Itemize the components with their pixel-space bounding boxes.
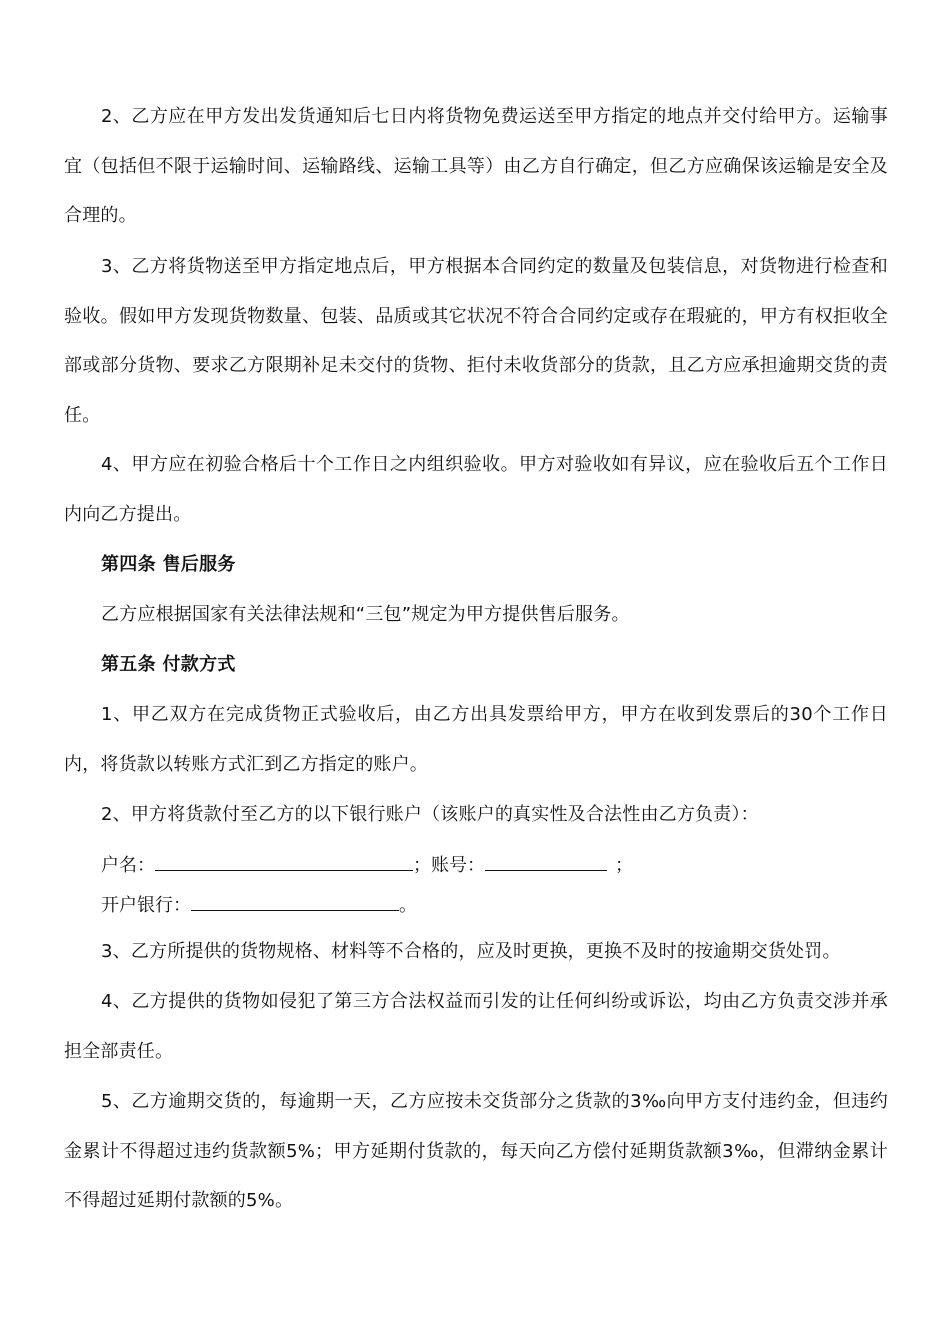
clause3-paragraph-4: 4、甲方应在初验合格后十个工作日之内组织验收。甲方对验收如有异议，应在验收后五个工作日内向乙方提出。 bbox=[64, 454, 888, 525]
account-separator: ； bbox=[413, 855, 431, 876]
account-number-blank bbox=[485, 850, 607, 871]
account-number-end: ； bbox=[615, 855, 633, 876]
clause5-paragraph-1: 1、甲乙双方在完成货物正式验收后，由乙方出具发票给甲方，甲方在收到发票后的30个工作日内，将货款以转账方式汇到乙方指定的账户。 bbox=[64, 704, 888, 775]
bank-end: 。 bbox=[399, 895, 417, 916]
clause3-paragraph-3: 3、乙方将货物送至甲方指定地点后，甲方根据本合同约定的数量及包装信息，对货物进行检查和验收。假如甲方发现货物数量、包装、品质或其它状况不符合合同约定或存在瑕疵的，甲方有权拒收全部或部分货物、要求乙方限期补足未交付的货物、拒付未收货部分的货款，且乙方应承担逾期交货的责任。 bbox=[64, 256, 888, 426]
account-name-blank bbox=[155, 850, 413, 871]
clause4-heading: 第四条 售后服务 bbox=[101, 554, 236, 575]
clause5-paragraph-3: 3、乙方所提供的货物规格、材料等不合格的，应及时更换，更换不及时的按逾期交货处罚。 bbox=[101, 941, 841, 962]
bank-label: 开户银行： bbox=[101, 895, 191, 916]
account-info-row bbox=[101, 850, 633, 878]
account-number-label: 账号： bbox=[431, 855, 485, 876]
clause4-body: 乙方应根据国家有关法律法规和“三包”规定为甲方提供售后服务。 bbox=[101, 604, 630, 625]
bank-name-blank bbox=[191, 890, 399, 911]
bank-info-row bbox=[101, 890, 417, 918]
clause5-paragraph-4: 4、乙方提供的货物如侵犯了第三方合法权益而引发的让任何纠纷或诉讼，均由乙方负责交涉并承担全部责任。 bbox=[64, 991, 888, 1062]
clause3-paragraph-2: 2、乙方应在甲方发出发货通知后七日内将货物免费运送至甲方指定的地点并交付给甲方。运输事宜（包括但不限于运输时间、运输路线、运输工具等）由乙方自行确定，但乙方应确保该运输是安全及合理的。 bbox=[64, 106, 888, 226]
clause5-paragraph-2: 2、甲方将货款付至乙方的以下银行账户（该账户的真实性及合法性由乙方负责）： bbox=[101, 804, 759, 825]
clause5-heading: 第五条 付款方式 bbox=[101, 654, 236, 675]
account-name-label: 户名： bbox=[101, 855, 155, 876]
clause5-paragraph-5: 5、乙方逾期交货的，每逾期一天，乙方应按未交货部分之货款的3‰向甲方支付违约金，但违约金累计不得超过违约货款额5%；甲方延期付货款的，每天向乙方偿付延期货款额3‰，但滞纳金累计不得超过延期付款额的5%。 bbox=[64, 1091, 888, 1211]
